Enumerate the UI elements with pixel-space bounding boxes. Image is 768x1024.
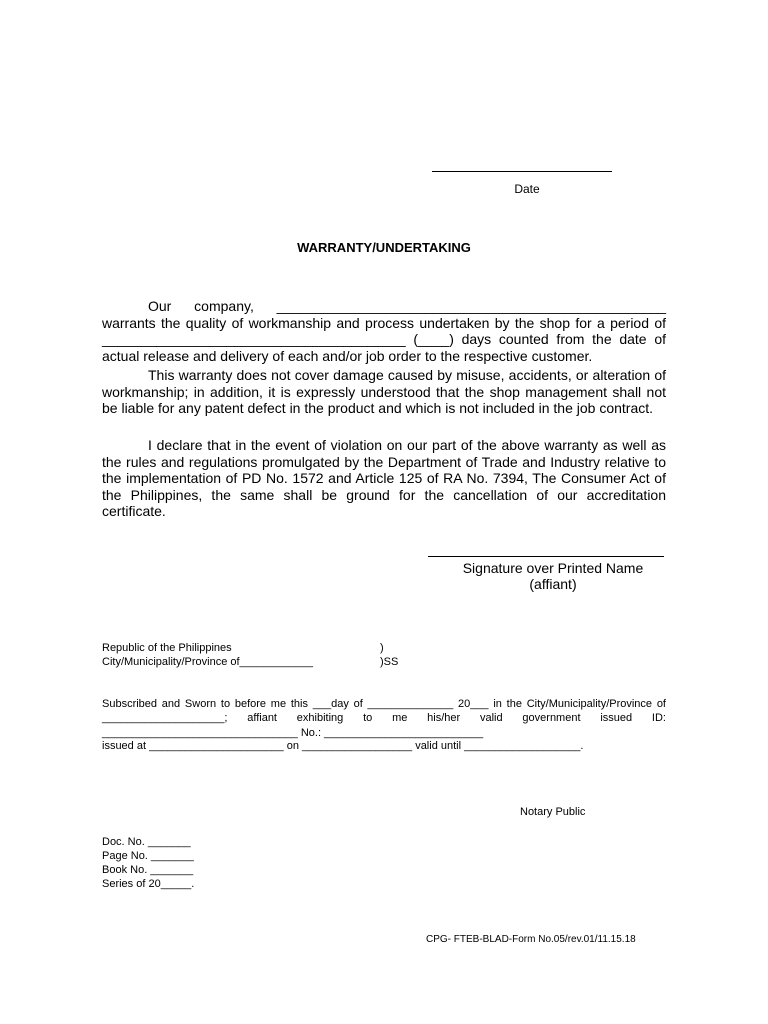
- date-label: Date: [514, 182, 540, 196]
- venue-bracket: ): [380, 642, 384, 654]
- signature-block: [428, 560, 678, 592]
- exclusion-paragraph: [102, 367, 666, 417]
- page-number: Page No. _______: [102, 850, 194, 862]
- venue-country: Republic of the Philippines: [102, 642, 232, 654]
- notarial-register: [102, 835, 194, 891]
- document-title: WARRANTY/UNDERTAKING: [297, 240, 471, 255]
- series-year: Series of 20_____.: [102, 878, 195, 890]
- jurat-text: Subscribed and Sworn to before me this ___day of ______________ 20___ in the City/Municipality/Province of ____________________; affiant exhibiting to me his/her valid government issued ID: ________________________________ No.: __________________________: [102, 698, 666, 739]
- signature-line: [428, 556, 664, 557]
- exclusion-paragraph-text: This warranty does not cover damage caused by misuse, accidents, or alteration of workmanship; in addition, it is expressly understood that the shop management shall not be liable for any patent defect in the product and which is not included in the job contract.: [102, 367, 666, 417]
- declaration-paragraph-text: I declare that in the event of violation on our part of the above warranty as well as the rules and regulations promulgated by the Department of Trade and Industry relative to the implementation of PD No. 1572 and Article 125 of RA No. 7394, The Consumer Act of the Philippines, the same shall be ground for the cancellation of our accreditation certificate.: [102, 437, 666, 520]
- jurat-last-line: issued at ______________________ on __________________ valid until ___________________.: [102, 740, 584, 752]
- venue-city: City/Municipality/Province of____________: [102, 656, 313, 668]
- warranty-paragraph: [102, 298, 666, 364]
- declaration-paragraph: [102, 437, 666, 520]
- venue-line-2: [102, 656, 399, 668]
- book-number: Book No. _______: [102, 864, 194, 876]
- form-code: CPG- FTEB-BLAD-Form No.05/rev.01/11.15.18: [426, 934, 636, 945]
- notary-public-label: Notary Public: [520, 806, 586, 818]
- venue-ss: )SS: [380, 656, 399, 668]
- date-signature-line: [432, 171, 612, 172]
- warranty-paragraph-text: Our company, __________________________________________________ warrants the quality of workmanship and process undertaken by the shop for a period of _______________________________________ (____) days counted from the date of actual release and delivery of each and/or job order to the respective customer.: [102, 298, 666, 364]
- signature-label: Signature over Printed Name: [462, 560, 644, 576]
- affiant-label: (affiant): [529, 576, 577, 592]
- venue-line-1: [102, 642, 384, 654]
- doc-number: Doc. No. _______: [102, 836, 191, 848]
